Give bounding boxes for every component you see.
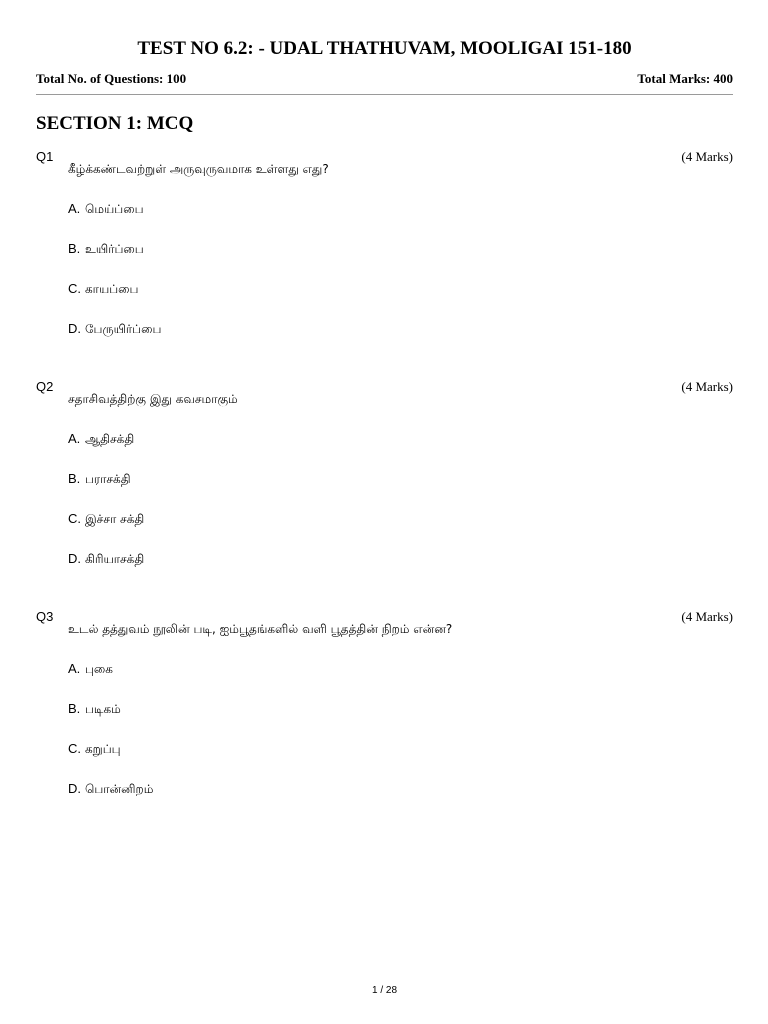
option-letter: B. [68, 471, 81, 486]
option-b [68, 471, 131, 487]
page-number: 1 / 28 [371, 985, 398, 996]
option-c [68, 281, 138, 297]
option-text: கிரியாசக்தி [85, 552, 145, 566]
option-text: பேருயிர்ப்பை [85, 322, 162, 336]
option-letter: C. [68, 741, 81, 756]
header-divider [36, 94, 733, 95]
option-letter: D. [68, 321, 81, 336]
section-title: SECTION 1: MCQ [36, 113, 194, 134]
option-letter: C. [68, 511, 81, 526]
option-c [68, 511, 144, 527]
question-1 [36, 149, 733, 369]
option-letter: D. [68, 781, 81, 796]
option-c [68, 741, 121, 757]
option-text: படிகம் [85, 702, 121, 716]
question-number: Q1 [36, 149, 54, 164]
option-text: உயிர்ப்பை [85, 242, 144, 256]
option-b [68, 701, 121, 717]
option-letter: B. [68, 701, 81, 716]
question-marks: (4 Marks) [681, 379, 733, 394]
option-d [68, 321, 161, 337]
question-text: கீழ்க்கண்டவற்றுள் அருவுருவமாக உள்ளது எது? [68, 162, 329, 176]
question-marks: (4 Marks) [681, 609, 733, 624]
total-marks: Total Marks: 400 [637, 71, 733, 86]
question-text: சதாசிவத்திற்கு இது கவசமாகும் [68, 392, 238, 406]
page-title: TEST NO 6.2: - UDAL THATHUVAM, MOOLIGAI 151-180 [137, 38, 632, 59]
option-text: இச்சா சக்தி [85, 512, 145, 526]
question-text: உடல் தத்துவம் நூலின் படி, ஐம்பூதங்களில் வளி பூதத்தின் நிறம் என்ன? [68, 622, 453, 636]
option-text: மெய்ப்பை [85, 202, 144, 216]
question-number: Q2 [36, 379, 54, 394]
option-letter: C. [68, 281, 81, 296]
option-text: கறுப்பு [85, 742, 121, 756]
option-letter: A. [68, 431, 81, 446]
option-text: ஆதிசக்தி [85, 432, 135, 446]
option-a [68, 661, 113, 677]
option-letter: D. [68, 551, 81, 566]
option-text: காயப்பை [85, 282, 139, 296]
option-letter: A. [68, 661, 81, 676]
option-letter: A. [68, 201, 81, 216]
option-b [68, 241, 144, 257]
option-letter: B. [68, 241, 81, 256]
option-d [68, 551, 144, 567]
question-marks: (4 Marks) [681, 149, 733, 164]
question-2 [36, 379, 733, 599]
question-3 [36, 609, 733, 829]
question-number: Q3 [36, 609, 54, 624]
exam-page [36, 0, 733, 1024]
option-a [68, 431, 134, 447]
option-d [68, 781, 153, 797]
option-text: பொன்னிறம் [85, 782, 154, 796]
option-text: பராசக்தி [85, 472, 131, 486]
option-text: புகை [85, 662, 113, 676]
total-questions: Total No. of Questions: 100 [36, 71, 187, 86]
option-a [68, 201, 144, 217]
